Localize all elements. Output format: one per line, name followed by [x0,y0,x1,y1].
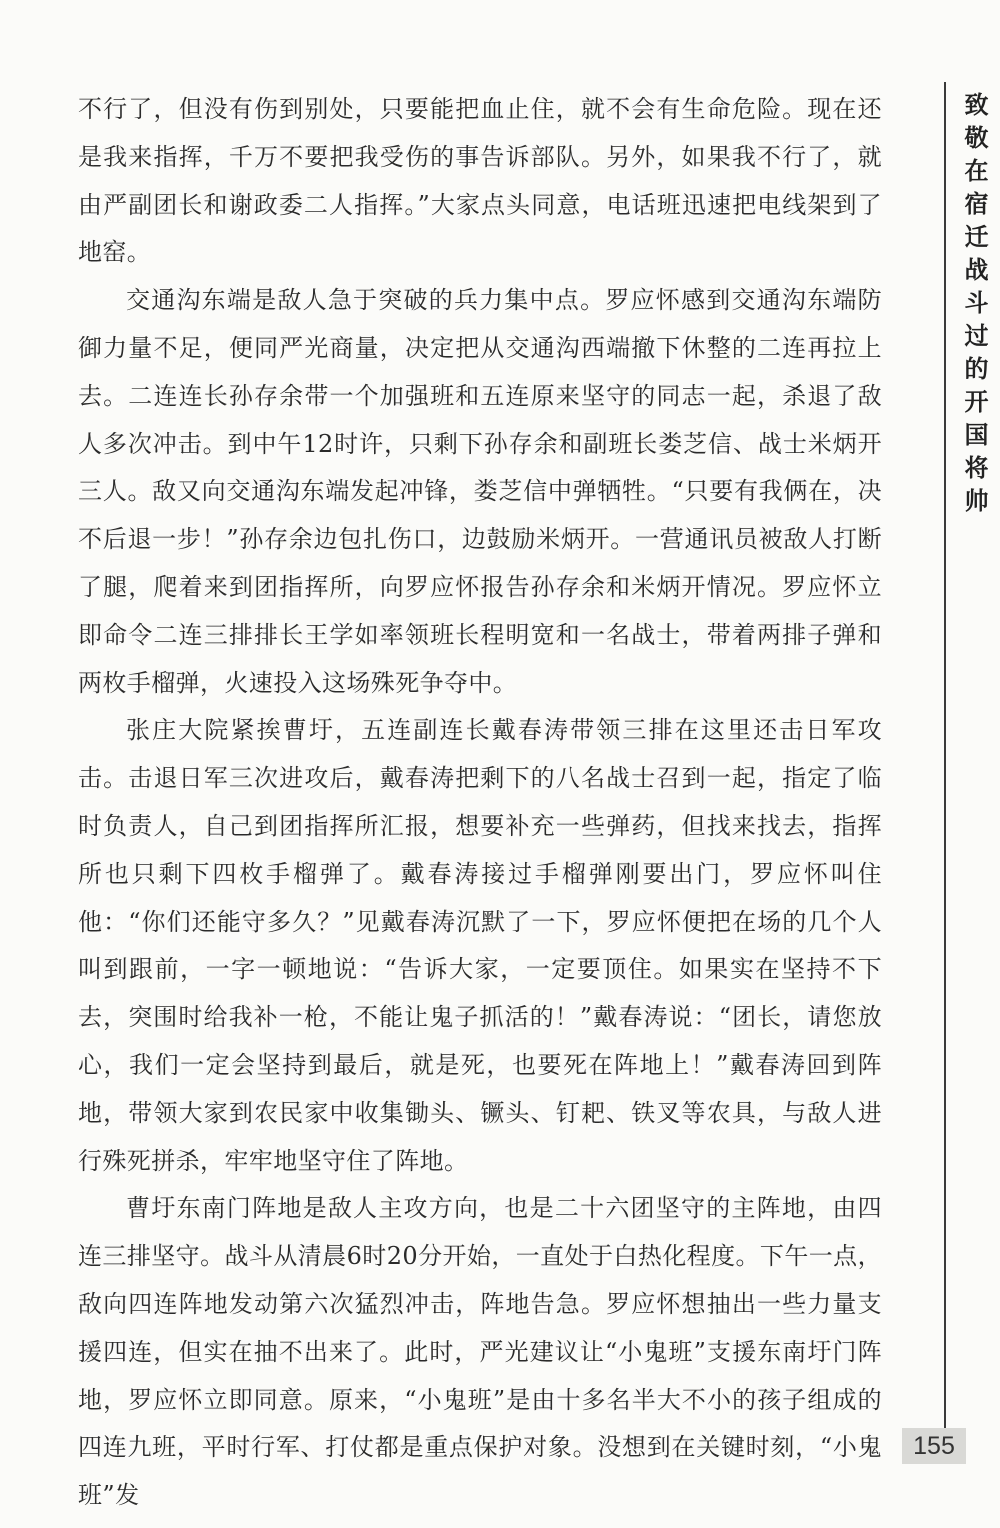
page-number: 155 [902,1428,966,1464]
paragraph-zhangzhuang-compound: 张庄大院紧挨曹圩，五连副连长戴春涛带领三排在这里还击日军攻击。击退日军三次进攻后，戴春涛把剩下的八名战士召到一起，指定了临时负责人，自己到团指挥所汇报，想要补充一些弹药，但找来找去，指挥所也只剩下四枚手榴弹了。戴春涛接过手榴弹刚要出门，罗应怀叫住他：“你们还能守多久？”见戴春涛沉默了一下，罗应怀便把在场的几个人叫到跟前，一字一顿地说：“告诉大家，一定要顶住。如果实在坚持不下去，突围时给我补一枪，不能让鬼子抓活的！”戴春涛说：“团长，请您放心，我们一定会坚持到最后，就是死，也要死在阵地上！”戴春涛回到阵地，带领大家到农民家中收集锄头、镢头、钉耙、铁叉等农具，与敌人进行殊死拼杀，牢牢地坚守住了阵地。 [78,716,882,1175]
body-text [78,86,882,1520]
paragraph-eastern-trench: 交通沟东端是敌人急于突破的兵力集中点。罗应怀感到交通沟东端防御力量不足，便同严光商量，决定把从交通沟西端撤下休整的二连再拉上去。二连连长孙存余带一个加强班和五连原来坚守的同志一起，杀退了敌人多次冲击。到中午12时许，只剩下孙存余和副班长娄芝信、战士米炳开三人。敌又向交通沟东端发起冲锋，娄芝信中弹牺牲。“只要有我俩在，决不后退一步！”孙存余边包扎伤口，边鼓励米炳开。一营通讯员被敌人打断了腿，爬着来到团指挥所，向罗应怀报告孙存余和米炳开情况。罗应怀立即命令二连三排排长王学如率领班长程明宽和一名战士，带着两排子弹和两枚手榴弹，火速投入这场殊死争夺中。 [78,286,882,697]
paragraph-continued: 不行了，但没有伤到别处，只要能把血止住，就不会有生命危险。现在还是我来指挥，千万不要把我受伤的事告诉部队。另外，如果我不行了，就由严副团长和谢政委二人指挥。”大家点头同意，电话班迅速把电线架到了地窑。 [78,95,882,267]
side-divider-rule [944,82,946,1432]
running-head-vertical: 致敬在宿迁战斗过的开国将帅 [960,92,988,521]
paragraph-southeast-gate: 曹圩东南门阵地是敌人主攻方向，也是二十六团坚守的主阵地，由四连三排坚守。战斗从清晨6时20分开始，一直处于白热化程度。下午一点，敌向四连阵地发动第六次猛烈冲击，阵地告急。罗应怀想抽出一些力量支援四连，但实在抽不出来了。此时，严光建议让“小鬼班”支援东南圩门阵地，罗应怀立即同意。原来，“小鬼班”是由十多名半大不小的孩子组成的四连九班，平时行军、打仗都是重点保护对象。没想到在关键时刻，“小鬼班”发 [78,1194,882,1510]
